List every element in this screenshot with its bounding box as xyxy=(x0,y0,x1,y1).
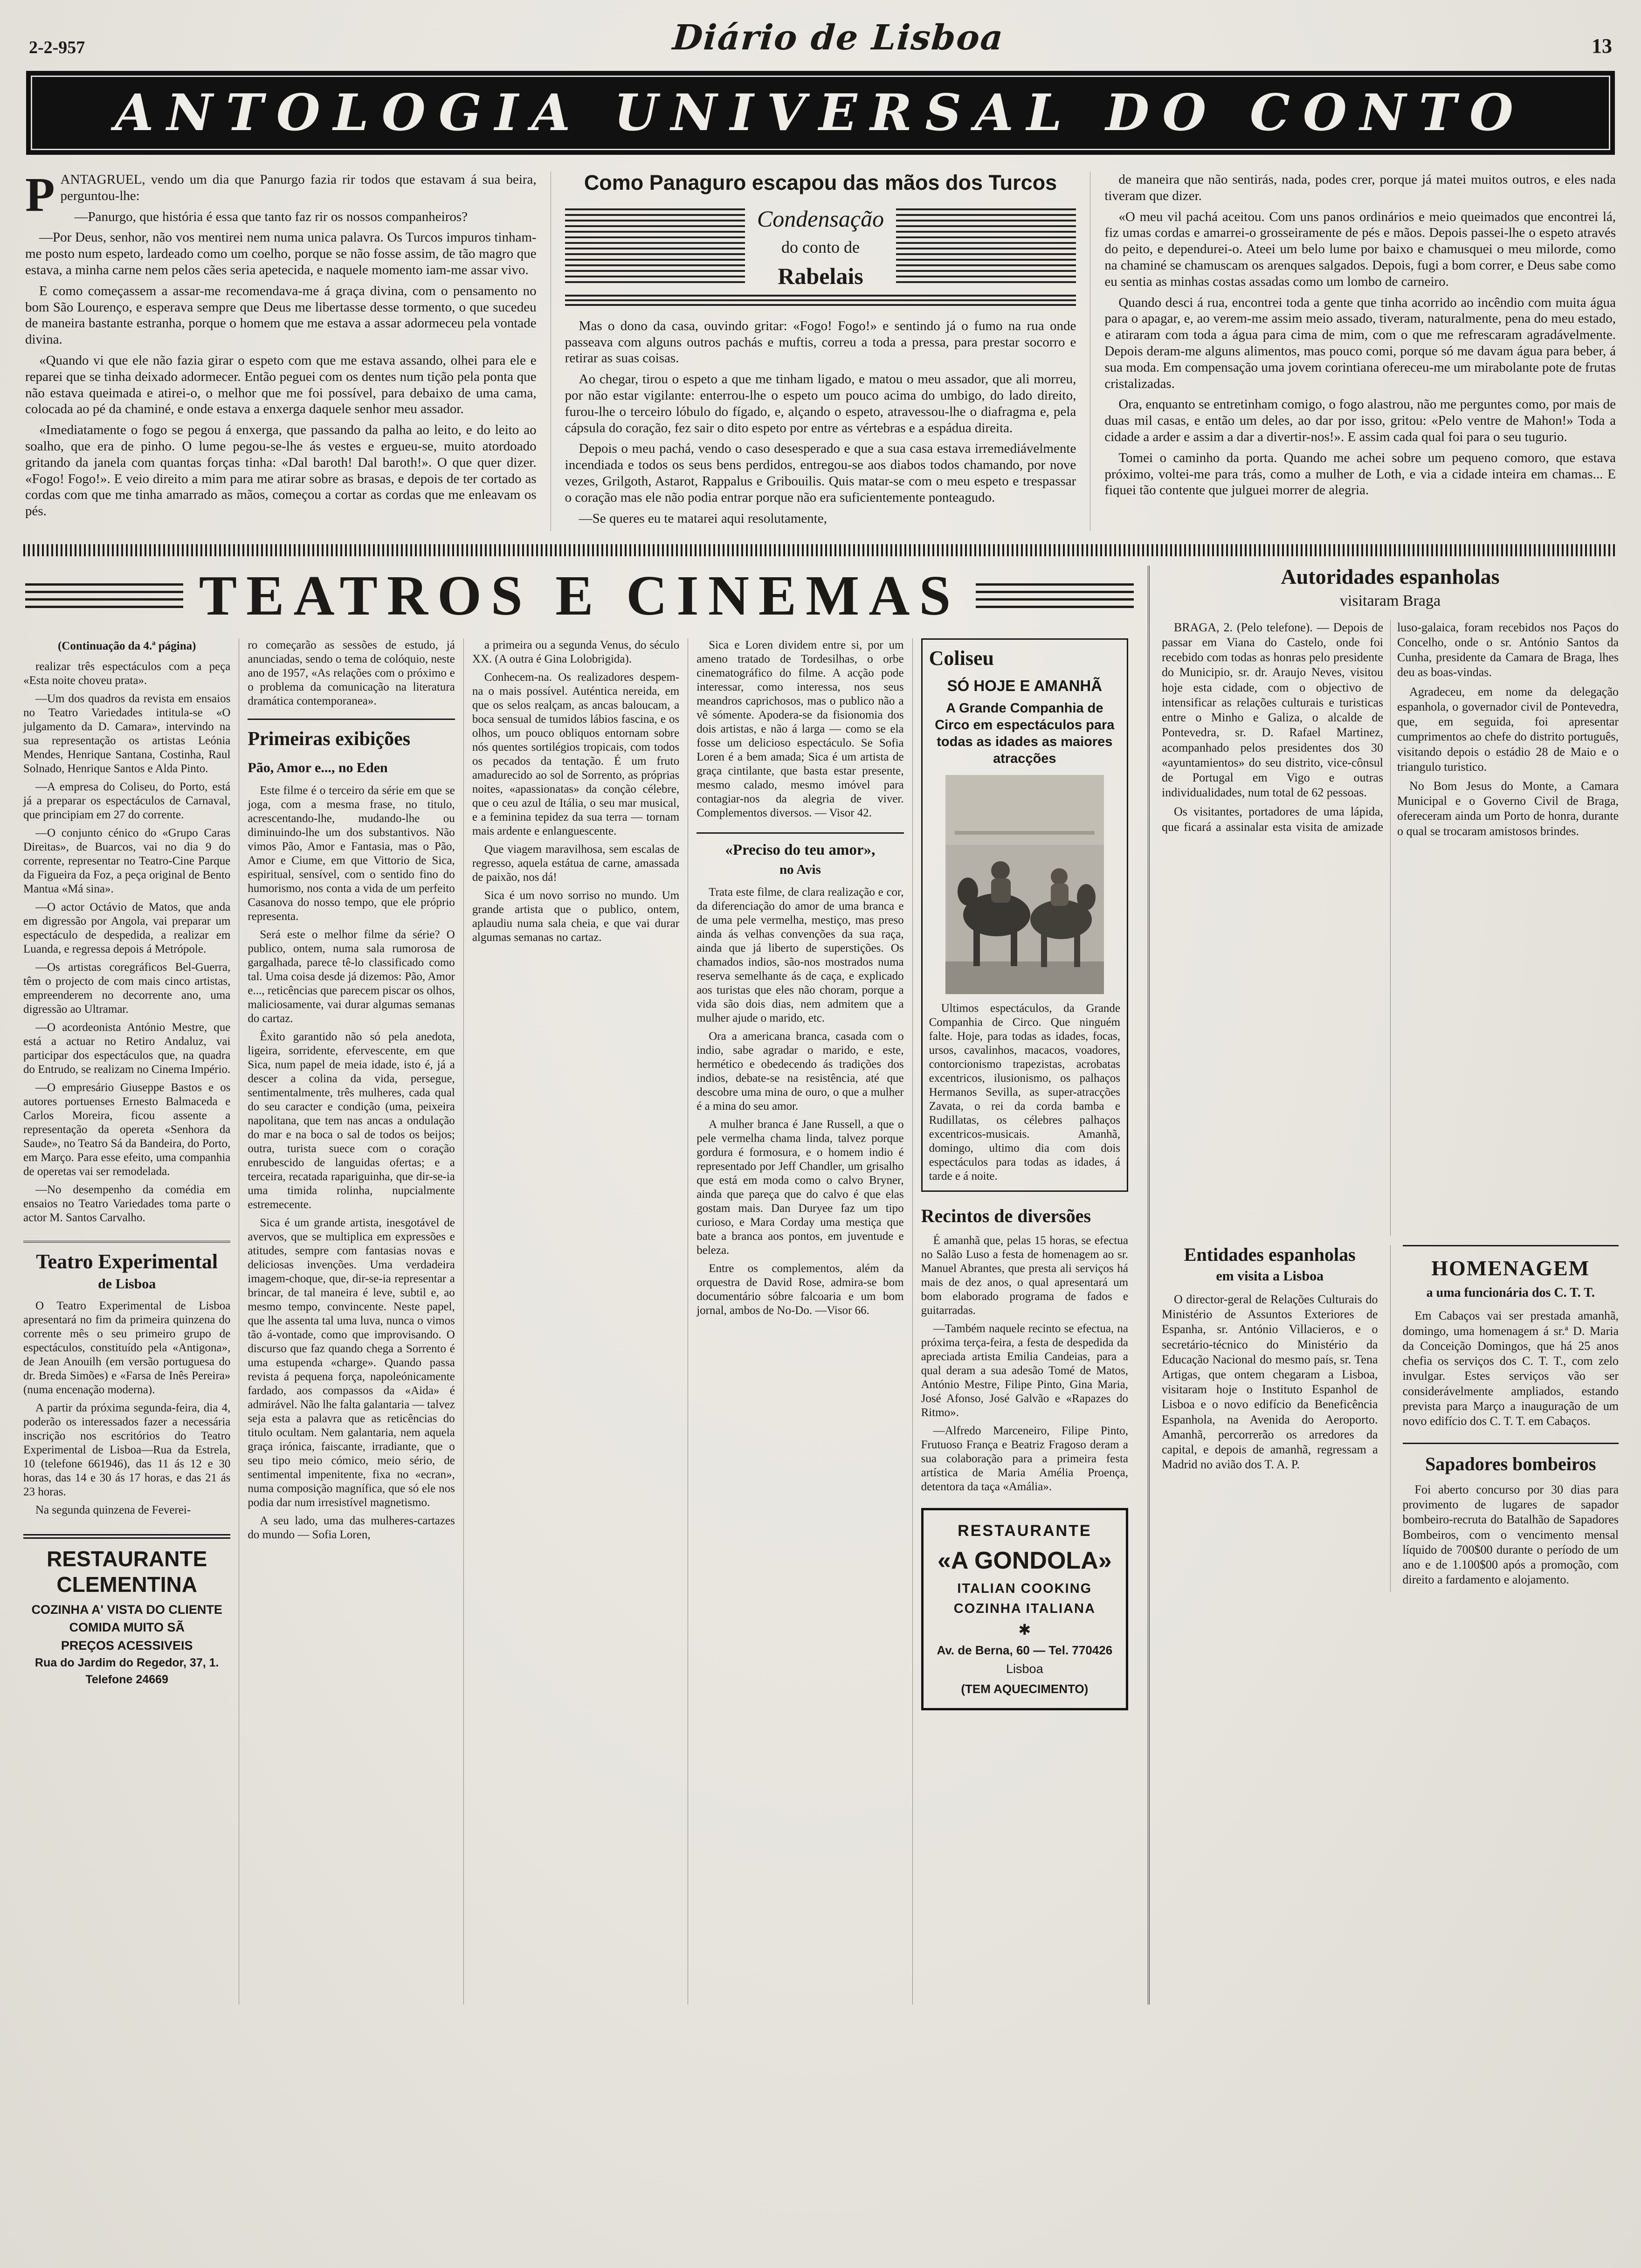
paragraph: Será este o melhor filme da série? O publico, ontem, numa sala rumorosa de gargalhada, parece tê-lo classificado como tal. Uma coisa desde já dizemos: Pão, Amor e..., reticências que parecem piscar os olhos, maliciosamente, vai durar algumas semanas do cartaz. xyxy=(248,928,455,1025)
paragraph: —Alfredo Marceneiro, Filipe Pinto, Frutuoso França e Beatriz Fragoso deram a sua colaboração para a primeira festa artística de Maria Amélia Proença, detentora da taça «Amália». xyxy=(921,1424,1129,1493)
ad-clementina-phone: Telefone 24669 xyxy=(85,1673,168,1687)
paragraph: —No desempenho da comédia em ensaios no Teatro Variedades toma parte o actor M. Santos Carvalho. xyxy=(23,1183,231,1224)
entidades-subtitle: em visita a Lisboa xyxy=(1216,1268,1324,1284)
ad-clementina-line: PREÇOS ACESSIVEIS xyxy=(61,1638,193,1653)
right-sidebar xyxy=(1148,566,1619,2005)
star-icon: ✱ xyxy=(1018,1621,1031,1638)
story-column-3 xyxy=(1090,172,1619,531)
paragraph: «Imediatamente o fogo se pegou á enxerga, que passando da palha ao leito, e do leito ao soalho, que era de pinho. O lume pegou-se-lhe ás vestes e ergueu-se, muito atordoado gritando da janela com quantas forças tinha: «Dal baroth! Dal baroth!». O que quer dizer. «Fogo! Fogo!». E veio direito a mim para me atirar sobre as brasas, e depois de ter cortado as cordas com que me tinha amarrado as mãos, começou a cortar as cordas que me enleavam os pés. xyxy=(25,422,537,519)
paragraph: Ora a americana branca, casada com o indio, sabe agradar o marido, e este, hermético e obedecendo ás tradições dos indios, debate-se na resistência, até que descobre uma mina de ouro, o que a mulher é a mina do seu amor. xyxy=(696,1030,904,1113)
paragraph: Que viagem maravilhosa, sem escalas de regresso, aquela estátua de carne, amassada de paixão, nos dá! xyxy=(472,843,680,884)
page-date: 2-2-957 xyxy=(29,38,85,57)
paragraph: Êxito garantido não só pela anedota, ligeira, sorridente, efervescente, em que Sica, num papel de meia idade, isto é, já a descer a colina da vida, persegue, sentimentalmente, três mulheres, cada qual do seu caracter e condição (uma, peixeira napolitana, que tem nas ancas a ondulação do mar e na boca o sal de todos os beijos; outra, turista suece com o coração enrubescido de languidas ofertas; e a terceira, recatada rapariguinha, que dir-se-ia uma timida rolinha, nupcialmente estremecente. xyxy=(248,1030,455,1211)
paragraph: O director-geral de Relações Culturais do Ministério de Assuntos Exteriores de Espanha, sr. António Villacieros, e o secretário-técnico do Ministério da Educação Nacional do mesmo país, sr. Tena Artigas, que ontem chegaram a Lisboa, visitaram hoje o Instituto Espanhol de Lisboa e o novo edifício da Beneficência Espanhola, na Avenida do Aeroporto. Amanhã, percorrerão os arredores da capital, e depois de amanhã, regressam a Madrid no avião dos T. A. P. xyxy=(1162,1292,1378,1472)
loren-review-continuation xyxy=(696,638,903,820)
coliseu-subtitle: SÓ HOJE E AMANHÃ xyxy=(947,677,1103,695)
news-column-3 xyxy=(463,638,688,2005)
teatros-header xyxy=(25,564,1134,628)
paragraph: —Se queres eu te matarei aqui resolutamente, xyxy=(579,511,827,526)
paragraph: —O empresário Giuseppe Bastos e os autores portuenses Ernesto Balmaceda e Carlos Moreira, ficou assente a representação da opereta «Senhora da Saude», no Teatro Sá da Bandeira, do Porto, em Março. Para esse efeito, uma companhia de operetas vai ser remodelada. xyxy=(23,1081,231,1178)
page-number: 13 xyxy=(1591,35,1612,57)
experimental-heading xyxy=(23,1241,230,1292)
story-column-2 xyxy=(551,172,1090,531)
banner-frame xyxy=(31,76,1610,150)
paragraph: PANTAGRUEL, vendo um dia que Panurgo fazia rir todos que estavam á sua beira, perguntou-lhe: xyxy=(25,168,537,221)
paragraph: Tomei o caminho da porta. Quando me achei sobre um pequeno comoro, que estava próximo, voltei-me para trás, como a mulher de Loth, e via a cidade inteira em chamas... E fiquei tão contente que julguei morrer de alegria. xyxy=(1104,450,1616,498)
ad-gondola-city: Lisboa xyxy=(1006,1662,1043,1676)
paragraph: —O conjunto cénico do «Grupo Caras Direitas», de Buarcos, vai no dia 9 do corrente, representar no Teatro-Cine Parque da Figueira da Foz, a peça original de Bento Mantua «Má sina». xyxy=(23,827,231,896)
autoridades-body xyxy=(1162,620,1619,1236)
avis-title-line-2: no Avis xyxy=(779,862,821,877)
avis-title-line-1: «Preciso do teu amor», xyxy=(725,842,876,859)
homenagem-subtitle: a uma funcionária dos C. T. T. xyxy=(1426,1285,1595,1300)
ad-clementina-title: RESTAURANTE CLEMENTINA xyxy=(47,1546,207,1597)
paragraph: O Teatro Experimental de Lisboa apresentará no fim da primeira quinzena do corrente mês o seu primeiro grupo de espectáculos, constituído pela «Antigona», de Jean Anouilh (em versão portuguesa do dr. Breda Simões) e «Farsa de Inês Pereira» (numa encenação moderna). xyxy=(23,1299,231,1396)
paragraph: Os visitantes, portadores de uma lápida, que ficará a assinalar esta visita de amizade luso-galaica, foram recebidos nos Paços do Concelho, onde o sr. António Santos da Cunha, presidente da Camara de Braga, lhes deu as boas-vindas. xyxy=(1162,620,1619,834)
paragraph: Foi aberto concurso por 30 dias para provimento de lugares de sapador bombeiro-recruta do Batalhão de Sapadores Bombeiros, com o vencimento mensal líquido de 700$00 durante o período de um ano e de 1.100$00 após a promoção, com direito a fardamento e alojamento. xyxy=(1402,1482,1619,1587)
primeiras-exibicoes-title: Primeiras exibições xyxy=(248,719,455,751)
section-divider xyxy=(23,544,1618,556)
coliseu-caption xyxy=(929,1002,1120,1183)
paragraph: —A empresa do Coliseu, do Porto, está já a preparar os espectáculos de Carnaval, que principiam em 27 do corrente. xyxy=(23,781,231,822)
paragraph: —Os artistas coregráficos Bel-Guerra, têm o projecto de com mais cinco artistas, empreenderem no decorrente ano, uma digressão ao Ultramar. xyxy=(23,961,231,1016)
paragraph: —Também naquele recinto se efectua, na próxima terça-feira, a festa de despedida da apreciada artista Emilia Candeias, para a qual deram a sua adesão Tomé de Matos, António Mestre, Filipe Pinto, Gina Maria, José Afonso, José Galvão e «Rapazes do Ritmo». xyxy=(921,1322,1129,1419)
condensacao-line-2: do conto de xyxy=(781,237,860,256)
hatch-rule-bottom xyxy=(565,295,1076,306)
paragraph: a primeira ou a segunda Venus, do século XX. (A outra é Gina Lolobrigida). xyxy=(472,639,680,666)
page-header xyxy=(19,13,1622,58)
avis-review-paragraphs xyxy=(696,885,903,1318)
banner-title: ANTOLOGIA UNIVERSAL DO CONTO xyxy=(114,83,1527,142)
recintos-paragraphs xyxy=(921,1234,1128,1494)
sapadores-body xyxy=(1403,1482,1619,1588)
condensacao-box xyxy=(565,205,1076,290)
paragraph: Depois o meu pachá, vendo o caso desesperado e que a sua casa estava irremediávelmente incendiada e todos os seus bens perdidos, entregou-se aos diabos todos chamando, por nove vezes, Grilgoth, Astarot, Rappalus e Gribouilis. Quis matar-se com o meu espeto e trespassar o coração mas ele não podia entrar porque não era suficientemente ponteagudo. xyxy=(565,441,1076,505)
paragraph: Este filme é o terceiro da série em que se joga, com a mesma frase, no titulo, acrescentando-lhe, mudando-lhe ou diminuindo-lhe um dos substantivos. Não vimos Pão, Amor e Fantasia, mas o Pão, Amor e Ciume, em que Vittorio de Sica, espiritual, sensível, com o sentido fino do humorismo, nos conta a vida de um perfeito Casanova do nosso tempo, que ele próprio representa. xyxy=(248,784,455,923)
ad-clementina-line: COMIDA MUITO SÃ xyxy=(69,1620,185,1635)
news-columns xyxy=(22,638,1137,2005)
ad-gondola-address: Av. de Berna, 60 — Tel. 770426 xyxy=(937,1643,1113,1657)
sapadores-title: Sapadores bombeiros xyxy=(1403,1443,1619,1476)
homenagem-body xyxy=(1403,1308,1619,1429)
entidades-title: Entidades espanholas xyxy=(1184,1244,1356,1265)
news-column-1 xyxy=(22,638,239,2005)
paragraph: Quando desci á rua, encontrei toda a gente que tinha acorrido ao incêndio com muita água para o apagar, e, ao verem-me assim meio assado, tiveram, naturalmente, pena do meu estado, e atiraram com toda a água para cima de mim, com o que me refrescaram agradávelmente. Depois deram-me alguns alimentos, mas pouco comi, porque só me davam água para beber, á sua moda. Em compensação uma jovem corintiana ofereceu-me um mirabolante pote de frutas cristalizadas. xyxy=(1104,295,1616,391)
news-column-4 xyxy=(688,638,912,2005)
ad-clementina xyxy=(23,1534,230,1687)
paragraph: —Um dos quadros da revista em ensaios no Teatro Variedades intitula-se «O julgamento da D. Camara», intervindo na sua representação os artistas Leónia Mendes, Henrique Santana, Costinha, Raul Solnado, Henrique Santos e Alda Pinto. xyxy=(23,692,231,775)
autoridades-title: Autoridades espanholas xyxy=(1281,565,1500,589)
paragraph: Trata este filme, de clara realização e cor, da diferenciação do amor de uma branca e de uma pele vermelha, mestiço, mas preso ainda ás velhas convenções da sua raça, ainda que já liberto de superstições. Os chamados indios, são-nos mostrados numa reserva semelhante ás de caça, e explicado aos turistas que eles não choram, porque a vida são dois dias, nem admitem que a mulher ajude o marido, etc. xyxy=(696,885,904,1024)
paragraph: Na segunda quinzena de Feverei- xyxy=(35,1503,191,1516)
paragraph: Ao chegar, tirou o espeto a que me tinham ligado, e matou o meu assador, que ali morreu, por não estar vigilante: enterrou-lhe o espeto um pouco acima do umbigo, do lado direito, furou-lhe o terceiro lóbulo do fígado, e, alçando o espeto, atravessou-lhe o diafragma e, pela cápsula do coração, fez sair o dito espeto por entre as vértebras e a espádua direita. xyxy=(565,372,1076,436)
entidades-body xyxy=(1162,1292,1378,1473)
paragraph: No Bom Jesus do Monte, a Camara Municipal e o Governo Civil de Braga, ofereceram ainda um Porto de honra, durante o qual se trocaram amistosos brindes. xyxy=(1397,779,1619,838)
paragraph: Entre os complementos, além da orquestra de David Rose, admira-se bom documentário sóbre falcoaria e um bom jornal, ambos de No-Do. —Visor 66. xyxy=(696,1262,904,1317)
column-intro: ro começarão as sessões de estudo, já anunciadas, sendo o tema de colóquio, neste ano de 1957, «As relações com o próximo e o problema da comunicação na literatura dramática contemporanea». xyxy=(248,639,455,708)
paragraph: realizar três espectáculos com a peça «Esta noite choveu prata». xyxy=(23,660,231,687)
section-title-teatros: TEATROS E CINEMAS xyxy=(199,564,960,628)
paragraph: A mulher branca é Jane Russell, a que o pele vermelha chama linda, talvez porque gordura é formosura, e o homem indio é representado por Jeff Chandler, um grisalho que está em moda como o calvo Bryner, ainda que pareça que do calvo é que elas gostam mais. Dan Duryee faz um tipo curioso, e Mara Corday uma mestiça que bate a branca aos pontos, em juventude e beleza. xyxy=(696,1118,904,1257)
story-column-2-text xyxy=(565,318,1076,527)
paragraph: Ora, enquanto se entretinham comigo, o fogo alastrou, não me perguntes como, por mais de duas mil casas, e então um deles, ao dar por isso, gritou: «Pelo ventre de Mahon!» Toda a cidade a arder e assim a dar a divertir-nos!». E assim cada qual foi para o seu tugurio. xyxy=(1104,397,1616,444)
paragraph: É amanhã que, pelas 15 horas, se efectua no Salão Luso a festa de homenagem ao sr. Manuel Abrantes, que presta ali serviços há mais de dez anos, o qual apresentará um bom elaborado programa de fados e guitarradas. xyxy=(921,1234,1129,1317)
paragraph: Agradeceu, em nome da delegação espanhola, o governador civil de Pontevedra, que, em seguida, foi apresentar cumprimentos ao chefe do distrito português, visitando depois o estádio 28 de Maio e o triangulo turistico. xyxy=(1397,685,1619,774)
ad-gondola-note: (TEM AQUECIMENTO) xyxy=(961,1682,1089,1696)
story-section xyxy=(22,168,1619,531)
experimental-subtitle: de Lisboa xyxy=(98,1276,156,1292)
paragraph: Ultimos espectáculos, da Grande Companhia de Circo. Que ninguém falte. Hoje, para todas as idades, focas, ursos, cavalinhos, macacos, voadores, contorcionismo trapezistas, acrobatas excentricos, ilusionismo, os palhaços Hermanos Sevilla, as super-atracções Zavata, o rei da corda bamba e Rudillatas, os célebres palhaços excentricos-musicais. Amanhã, domingo, ultimo dia com dois espectáculos para todas as idades, á tarde e á noite. xyxy=(929,1002,1121,1182)
masthead: Diário de Lisboa xyxy=(671,18,1006,58)
eden-review-paragraphs xyxy=(248,784,455,1542)
paragraph: A seu lado, uma das mulheres-cartazes do mundo — Sofia Loren, xyxy=(248,1514,455,1541)
ad-gondola-name: «A GONDOLA» xyxy=(937,1547,1112,1574)
ad-gondola-line: ITALIAN COOKING xyxy=(957,1581,1092,1596)
paragraph: E como começassem a assar-me recomendava-me á graça divina, com o pensamento no bom São Lourenço, e esperava sempre que Deus me libertasse desse tormento, o que sucedeu de maneira bastante estranha, porque o homem que me estava a assar adormeceu pela vontade divina. xyxy=(25,283,537,347)
teatros-section xyxy=(22,566,1137,2005)
coliseu-tagline: A Grande Companhia de Circo em espectáculos para todas as idades as maiores atracções xyxy=(935,700,1115,767)
paragraph: Sica é um grande artista, inesgotável de avervos, que se multiplica em expressões e atitudes, sempre com fantasias novas e deliciosas invenções. Uma verdadeira imagem-choque, que, dir-se-ia representar a brincar, de tal maneira é leve, subtil e, ao mesmo tempo, convincente. Neste papel, que lhe assenta tal uma luva, nunca o vimos tão á-vontade, como que improvisando. O discurso que faz quando chega a Sorrento é uma estupenda «charge». Quando passa revista á pequena força, napoleónicamente fardado, aos compassos da «Aida» é admirável. Não lhe falta galantaria — talvez seja esta a palavra que as reticências do titulo ocultam. Nem galantaria, nem aquela graça irónica, faiscante, irradiante, que o seu tipo meio cómico, meio sério, de sentimental impenitente, fixa no «ecran», numa composição magnífica, que só ele nos podia dar num irresistível magnetismo. xyxy=(248,1216,455,1509)
paragraph: de maneira que não sentirás, nada, podes crer, porque já matei muitos outros, e eles nada tiveram que dizer. xyxy=(1104,172,1616,203)
paragraph: Conhecem-na. Os realizadores despem-na o mais possível. Auténtica nereida, em que os selos realçam, as ancas baloucam, a boca sensual de tumidos lábios fascina, e os olhos, um pouco obliquos entornam sobre nós quentes sortilégios tropicais, com todos os pecados da tentação. É um fruto amadurecido ao sol de Sorrento, as próprias noites, «apassionatas» da conção célebre, que o ceu azul de Itália, o seu mar musical, e a feminina tepidez da sua terra — tornam mais ardente e enlanguescente. xyxy=(472,671,680,838)
paragraph: —Panurgo, que história é essa que tanto faz rir os nossos companheiros? xyxy=(74,209,468,224)
paragraph: —O actor Octávio de Matos, que anda em digressão por Angola, vai preparar um espectáculo de despedida, a realizar em Luanda, e regressa depois á Metrópole. xyxy=(23,901,231,956)
title-rule-left xyxy=(25,583,183,608)
autoridades-subtitle: visitaram Braga xyxy=(1339,592,1441,609)
ad-gondola-line: COZINHA ITALIANA xyxy=(953,1601,1096,1616)
coliseu-box xyxy=(921,638,1128,1191)
experimental-paragraphs xyxy=(23,1299,230,1517)
circus-photo xyxy=(945,775,1104,994)
continuation-note: (Continuação da 4.ª página) xyxy=(57,640,196,653)
paragraph: «O meu vil pachá aceitou. Com uns panos ordinários e meio queimados que encontrei lá, fiz umas cordas e amarrei-o grosseiramente de pés e mãos. Depois passei-lhe o espeto através do peito, e dependurei-o. Ateei um belo lume por baixo e chamusquei o meu milorde, como na chaminé se chamuscam os arenques salgados. Depois, fugi a bom correr, e Deus sabe como eu sentia as minhas costas assadas como um lombo de carneiro. xyxy=(1104,209,1616,289)
lower-section xyxy=(22,566,1619,2005)
briefs-list xyxy=(23,660,230,1225)
homenagem-title: HOMENAGEM xyxy=(1403,1245,1619,1281)
paragraph: Mas o dono da casa, ouvindo gritar: «Fogo! Fogo!» e sentindo já o fumo na rua onde passeava com alguns outros pachás e muftis, correu a toda a pressa, para prestar socorro e retirar as suas coisas. xyxy=(565,318,1076,366)
autoridades-section xyxy=(1162,566,1619,1235)
ad-gondola xyxy=(921,1508,1128,1710)
condensacao-line-1: Condensação xyxy=(757,205,884,232)
eden-review-title: Pão, Amor e..., no Eden xyxy=(248,760,388,775)
banner xyxy=(26,71,1615,155)
paragraph: A partir da próxima segunda-feira, dia 4, poderão os interessados fazer a necessária inscrição nos escritórios do Teatro Experimental de Lisboa—Rua da Estrela, 10 (telefone 661946), das 11 ás 12 e 30 horas, das 14 e 30 ás 17 horas, e das 21 ás 23 horas. xyxy=(23,1401,231,1498)
homenagem-sapadores-section xyxy=(1390,1245,1619,1592)
news-column-2 xyxy=(239,638,463,2005)
paragraph: «Quando vi que ele não fazia girar o espeto com que me estava assando, olhei para ele e reparei que se tinha deixado adormecer. Então peguei com os dentes num tição pela ponta que não estava queimada e atirei-o, o melhor que me foi possível, para debaixo de uma cama, colocada ao pé da chaminé, e onde estava a enxerga daquele senhor meu assador. xyxy=(25,353,537,417)
avis-review-title xyxy=(696,832,903,878)
paragraph: BRAGA, 2. (Pelo telefone). — Depois de passar em Viana do Castelo, onde foi recebido com todas as honras pelo presidente do Municipio, sr. dr. Araujo Neves, visitou hoje esta cidade, com o objectivo de intensificar as relações culturais e turisticas entre o Minho e Galiza, o alcalde de Pontevedra, sr. D. Rafael Martinez, acompanhado pelos presidentes dos 30 «ayuntamientos» do seu distrito, vice-cônsul de Portugal em Vigo e outras individualidades, num total de 62 pessoas. xyxy=(1162,620,1383,800)
entidades-section xyxy=(1162,1245,1378,1592)
paragraph: Em Cabaços vai ser prestada amanhã, domingo, uma homenagem á sr.ª D. Maria da Conceição Domingos, que há 25 anos chefia os serviços dos C. T. T., com zelo invulgar. Estes serviços vão ser considerávelmente ampliados, estando prevista para Março a inauguração de um novo edifício dos C. T. T. em Cabaços. xyxy=(1402,1309,1619,1428)
title-rule-right xyxy=(976,583,1134,608)
paragraph: Sica é um novo sorriso no mundo. Um grande artista que o publico, ontem, aplaudiu numa sala cheia, e que vai durar algumas semanas no cartaz. xyxy=(472,889,680,944)
coliseu-title: Coliseu xyxy=(929,647,994,670)
sidebar-lower-row xyxy=(1162,1245,1619,1592)
ad-clementina-address: Rua do Jardim do Regedor, 37, 1. xyxy=(34,1656,219,1670)
hatch-rule-right xyxy=(896,208,1076,286)
recintos-title: Recintos de diversões xyxy=(921,1205,1091,1226)
condensacao-line-3: Rabelais xyxy=(778,263,863,289)
ad-gondola-restaurante: RESTAURANTE xyxy=(958,1521,1092,1540)
paragraph: —Por Deus, senhor, não vos mentirei nem numa unica palavra. Os Turcos impuros tinham-me posto num espeto, lardeado como um coelho, porque se não fosse assim, de tão magro que estava, a minha carne nem pelos cães seria apetecida, e naquele momento iam-me assar vivo. xyxy=(25,230,537,277)
condensacao-text xyxy=(745,205,896,290)
hatch-rule-left xyxy=(565,208,745,286)
story-headline: Como Panaguro escapou das mãos dos Turcos xyxy=(584,171,1057,194)
news-column-5 xyxy=(912,638,1137,2005)
experimental-title: Teatro Experimental xyxy=(36,1250,218,1273)
paragraph: —O acordeonista António Mestre, que está a actuar no Retiro Andaluz, vai participar dos espectáculos que, na quadra do Entrudo, se realizam no Cinema Império. xyxy=(23,1021,231,1076)
ad-clementina-line: COZINHA A' VISTA DO CLIENTE xyxy=(31,1602,222,1617)
story-column-1 xyxy=(22,168,551,531)
paragraph: Sica e Loren dividem entre si, por um ameno tratado de Tordesilhas, o orbe cinematográfico do filme. A acção pode interessar, como interessa, nos seus meandros caprichosos, mas o publico não a vê sómente. Apodera-se da fisionomia dos dois artistas, e não á larga — como se ela fosse um delicioso espectáculo. Se Sofia Loren é a bem amada; Sica é um artista de graça cintilante, que basta estar presente, mesmo calado, mesmo imóvel para contagiar-nos da alegria de viver. Complementos diversos. — Visor 42. xyxy=(696,639,904,820)
